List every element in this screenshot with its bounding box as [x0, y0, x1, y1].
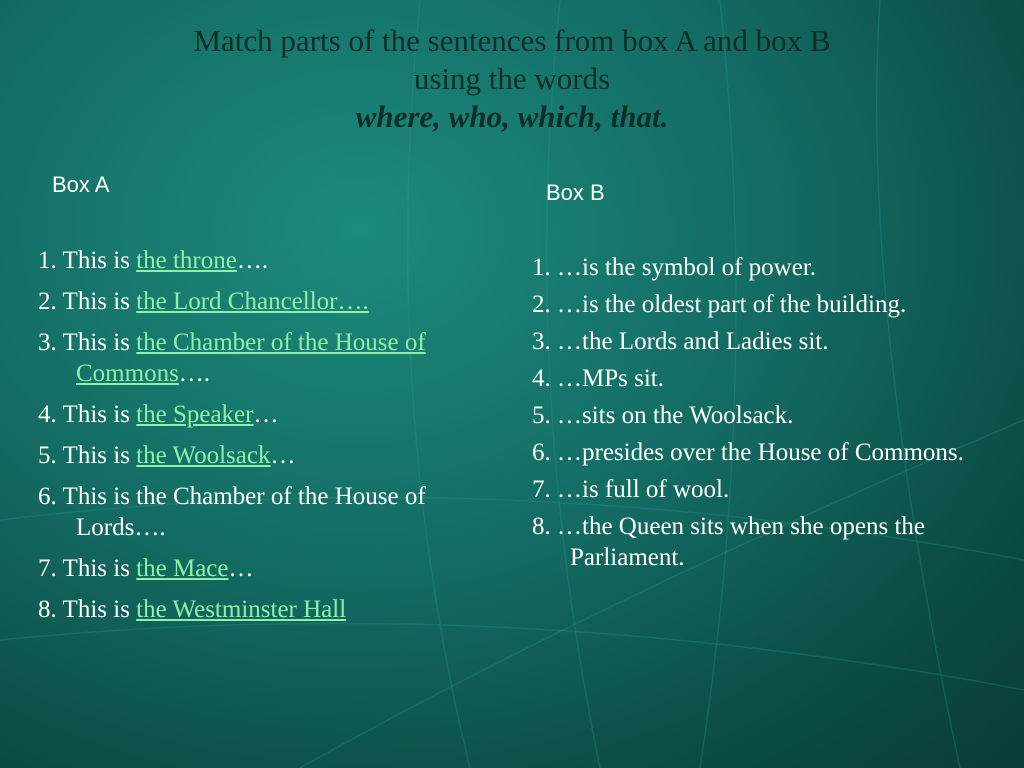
box-a-item-number: 8.: [38, 596, 57, 623]
box-a-item: [38, 286, 498, 317]
box-a-item: [38, 481, 498, 543]
box-a-list: [38, 245, 498, 635]
box-a-item-link[interactable]: the Woolsack: [136, 442, 271, 469]
box-a-item-suffix: ….: [178, 360, 211, 387]
box-a-item: [38, 594, 498, 625]
box-a-item: [38, 553, 498, 584]
box-a-item-text: This is: [56, 288, 137, 315]
box-a-item-link[interactable]: the Chamber of the House of Commons: [76, 329, 426, 387]
box-a-item-suffix: ….: [236, 247, 269, 274]
box-a-item-text: This is: [56, 555, 137, 582]
box-a-label: Box A: [52, 172, 110, 197]
title-line-1: Match parts of the sentences from box A and box B: [193, 23, 831, 58]
box-a-item-number: 7.: [38, 555, 57, 582]
box-b-item: 5. …sits on the Woolsack.: [532, 402, 794, 429]
box-b-item: 8. …the Queen sits when she opens the Parliament.: [532, 513, 925, 571]
box-a-item-suffix: …: [228, 555, 254, 582]
box-a-item-text: This is: [56, 596, 137, 623]
box-a-item-link[interactable]: the Westminster Hall: [136, 596, 347, 623]
box-b-item: 7. …is full of wool.: [532, 476, 730, 503]
box-a-item-number: 5.: [38, 442, 57, 469]
box-a-item: [38, 399, 498, 430]
box-b-label: Box B: [546, 180, 605, 205]
box-a-item: [38, 327, 498, 389]
title-line-2: using the words: [413, 61, 611, 96]
box-a-item: [38, 440, 498, 471]
box-a-item-suffix: …: [270, 442, 296, 469]
slide-title: [40, 22, 984, 136]
box-a-item-number: 4.: [38, 401, 57, 428]
box-b-item: 2. …is the oldest part of the building.: [532, 291, 907, 318]
box-b-list: [532, 252, 982, 579]
box-b-item: 4. …MPs sit.: [532, 365, 664, 392]
box-a-item-text: This is: [56, 247, 137, 274]
box-a-item-link[interactable]: the Lord Chancellor….: [136, 288, 369, 315]
box-a-item-link[interactable]: the throne: [136, 247, 237, 274]
box-a-item-number: 6.: [38, 483, 57, 510]
box-b-item: 3. …the Lords and Ladies sit.: [532, 328, 829, 355]
box-a-item-text: This is: [56, 401, 137, 428]
box-a-item-link[interactable]: the Mace: [136, 555, 229, 582]
title-keywords: where, who, which, that.: [355, 99, 669, 134]
box-a-item-number: 3.: [38, 329, 57, 356]
box-a-item: [38, 245, 498, 276]
box-a-item-text: This is: [56, 442, 137, 469]
box-a-item-suffix: …: [253, 401, 279, 428]
box-a-item-link[interactable]: the Speaker: [136, 401, 254, 428]
box-a-item-text: This is the Chamber of the House of Lords….: [56, 483, 426, 541]
box-b-item: 6. …presides over the House of Commons.: [532, 439, 964, 466]
box-a-item-text: This is: [56, 329, 137, 356]
box-b-item: 1. …is the symbol of power.: [532, 254, 817, 281]
box-a-item-number: 2.: [38, 288, 57, 315]
box-a-item-number: 1.: [38, 247, 57, 274]
